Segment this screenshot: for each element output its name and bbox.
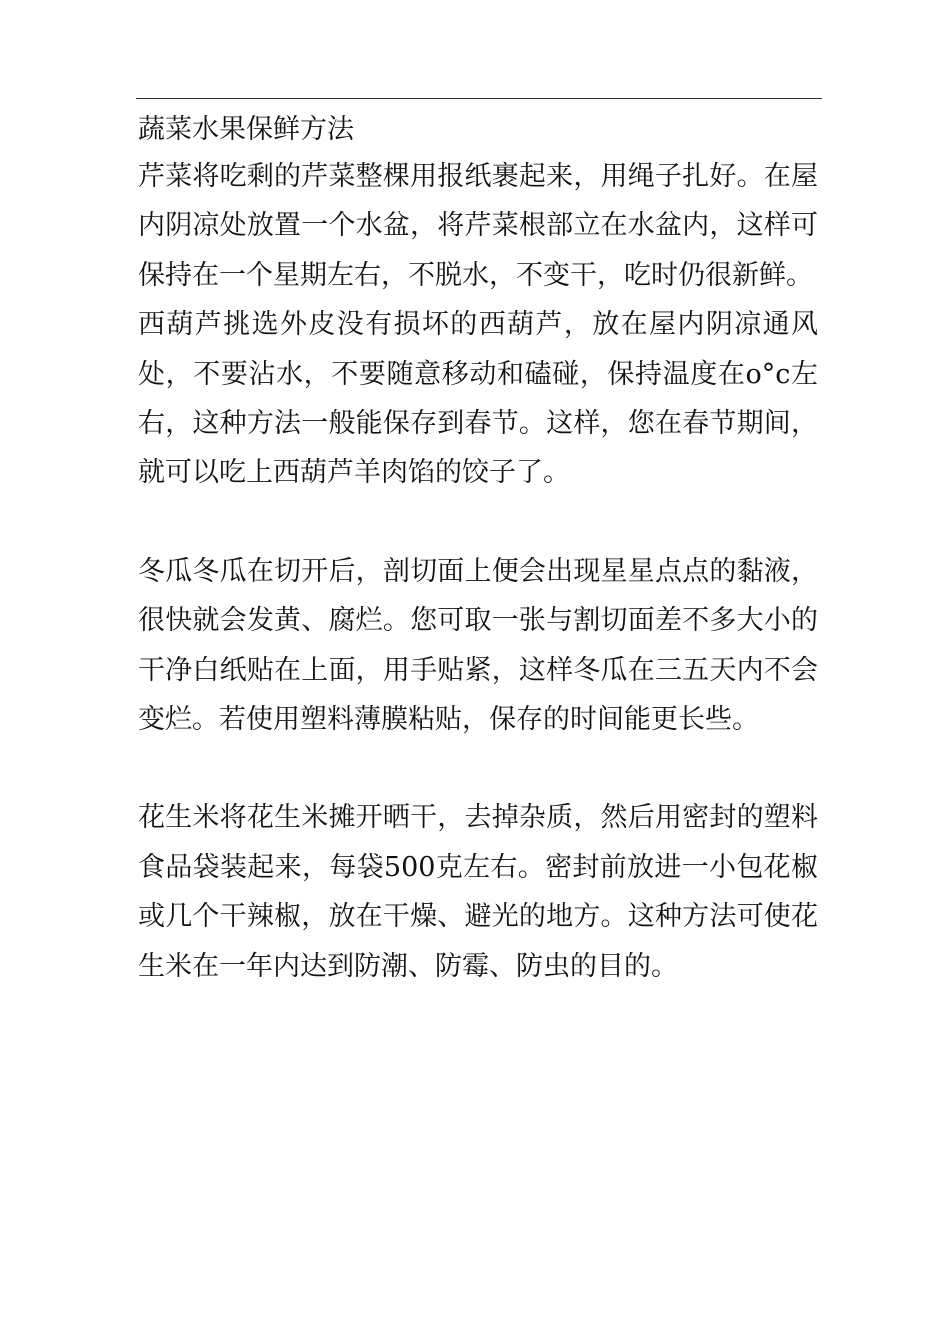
- document-body: [138, 108, 818, 991]
- paragraph-winter-melon: 冬瓜冬瓜在切开后，剖切面上便会出现星星点点的黏液，很快就会发黄、腐烂。您可取一张与割切面差不多大小的干净白纸贴在上面，用手贴紧，这样冬瓜在三五天内不会变烂。若使用塑料薄膜粘贴，保存的时间能更长些。: [138, 555, 818, 736]
- paragraph-peanuts: 花生米将花生米摊开晒干，去掉杂质，然后用密封的塑料食品袋装起来，每袋500克左右。密封前放进一小包花椒或几个干辣椒，放在干燥、避光的地方。这种方法可使花生米在一年内达到防潮、防霉、防虫的目的。: [138, 802, 818, 982]
- document-title: 蔬菜水果保鲜方法: [138, 114, 354, 145]
- paragraph-spacer: [138, 498, 818, 547]
- paragraph-spacer: [138, 744, 818, 793]
- paragraph-celery: 芹菜将吃剩的芹菜整棵用报纸裹起来，用绳子扎好。在屋内阴凉处放置一个水盆，将芹菜根部立在水盆内，这样可保持在一个星期左右，不脱水，不变干，吃时仍很新鲜。: [138, 161, 818, 291]
- header-rule: [136, 98, 822, 99]
- paragraph-zucchini: 西葫芦挑选外皮没有损坏的西葫芦，放在屋内阴凉通风处，不要沾水，不要随意移动和磕碰，保持温度在o°c左右，这种方法一般能保存到春节。这样，您在春节期间，就可以吃上西葫芦羊肉馅的饺子了。: [138, 309, 818, 489]
